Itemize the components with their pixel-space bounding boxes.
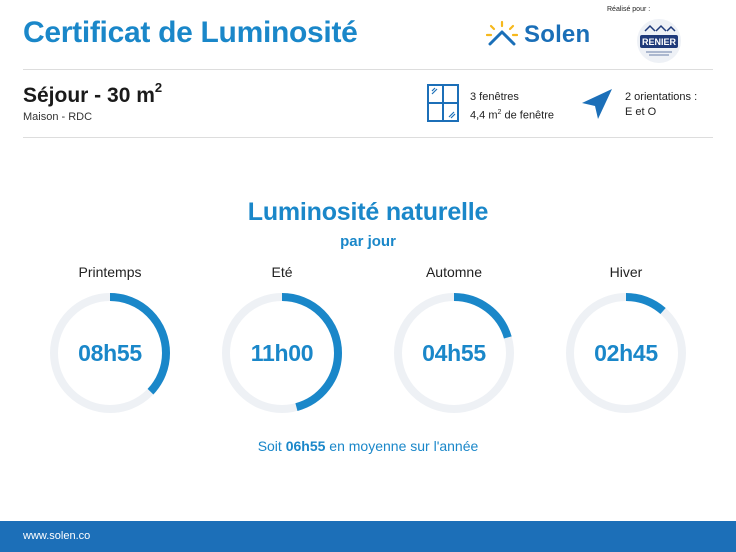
season-duration: 04h55 xyxy=(422,339,486,366)
windows-count: 3 fenêtres xyxy=(470,91,519,103)
sun-house-icon xyxy=(486,20,518,50)
orientations-info xyxy=(625,90,697,120)
season-label: Hiver xyxy=(609,264,643,280)
windows-area: 4,4 $m^2$ de fenêtre xyxy=(470,109,555,122)
season-duration: 08h55 xyxy=(78,339,142,366)
footer-bar xyxy=(0,521,736,552)
divider-bottom xyxy=(23,137,713,138)
windows-info xyxy=(470,90,554,124)
made-for-label: Réalisé pour : xyxy=(607,6,651,13)
season-winter xyxy=(561,262,691,418)
room-subtitle: Maison - RDC xyxy=(23,111,93,123)
orientations-values: E et O xyxy=(625,106,657,118)
season-ring xyxy=(561,288,691,418)
season-summer xyxy=(217,262,347,418)
season-label: Printemps xyxy=(78,264,142,280)
season-duration: 11h00 xyxy=(250,339,314,366)
divider-top xyxy=(23,69,713,70)
season-ring xyxy=(217,288,347,418)
orientations-count: 2 orientations : xyxy=(625,91,698,103)
solen-brand-text: Solen xyxy=(524,21,591,48)
footer-url-link[interactable]: www.solen.co xyxy=(23,530,91,542)
renier-logo xyxy=(636,18,682,64)
room-title: Séjour - 30 $m^2$ xyxy=(23,80,163,107)
renier-logo-text: RENIER xyxy=(641,37,677,47)
season-spring xyxy=(45,262,175,418)
season-label: Automne xyxy=(425,264,483,280)
season-duration: 02h45 xyxy=(594,339,658,366)
season-ring xyxy=(45,288,175,418)
average-value: 06h55 xyxy=(285,438,326,454)
solen-logo xyxy=(486,20,590,50)
season-ring xyxy=(389,288,519,418)
luminosity-title: Luminosité naturelle xyxy=(247,198,489,226)
average-summary: Soit 06h55 en moyenne sur l'année xyxy=(257,438,479,454)
navigation-arrow-icon xyxy=(580,87,614,121)
page-title: Certificat de Luminosité xyxy=(23,16,358,49)
season-autumn xyxy=(389,262,519,418)
luminosity-subtitle: par jour xyxy=(340,233,396,250)
window-icon xyxy=(427,84,459,122)
season-label: Eté xyxy=(271,264,293,280)
